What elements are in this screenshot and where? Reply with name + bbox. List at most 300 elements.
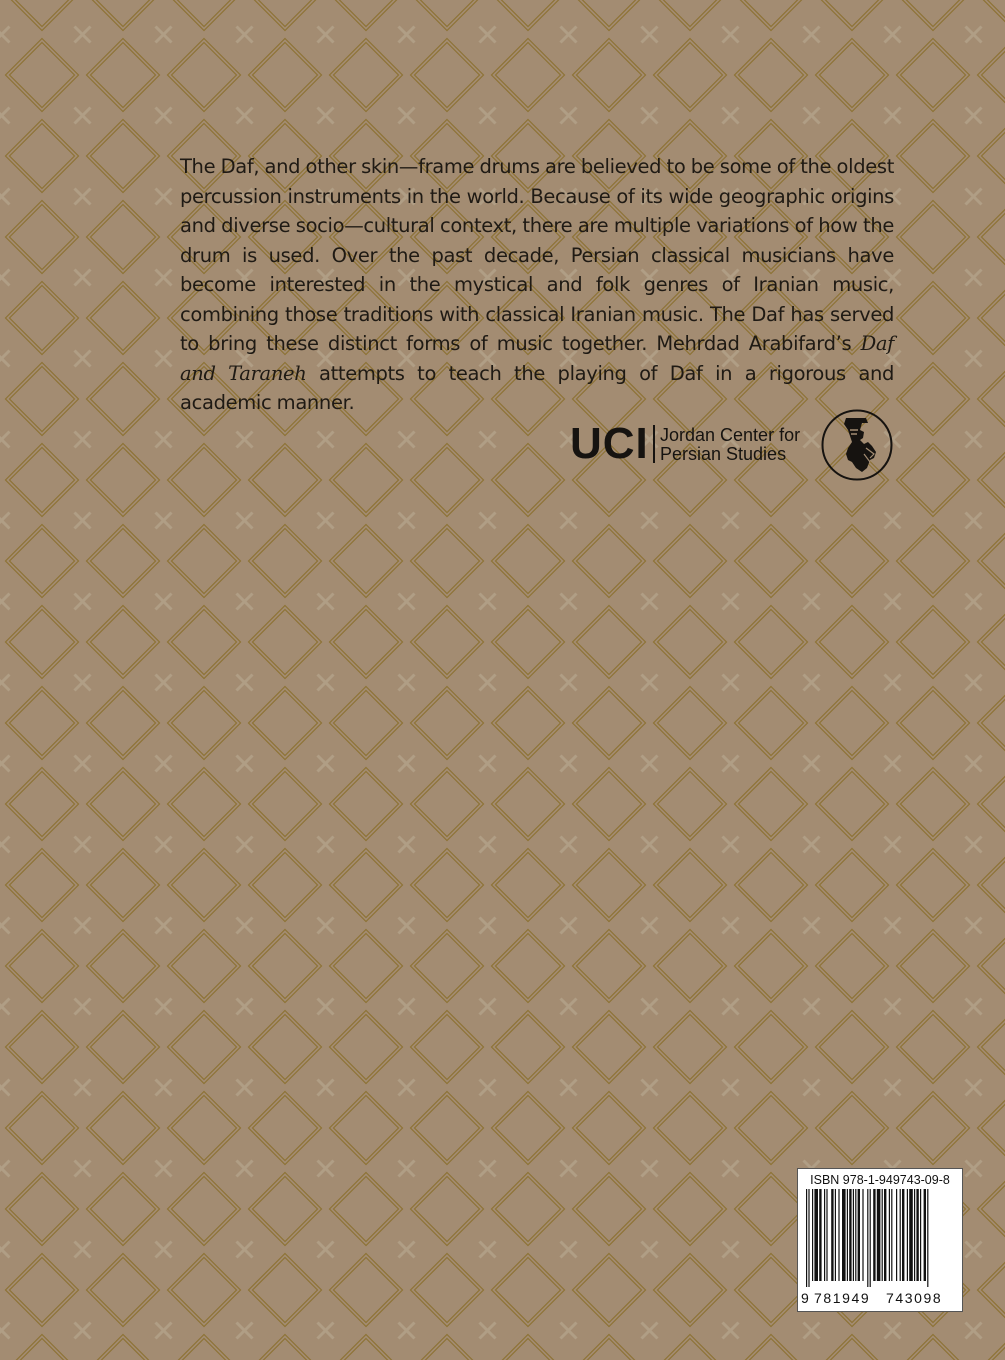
lattice-diamond	[415, 43, 480, 108]
lattice-diamond	[982, 1339, 1005, 1360]
lattice-diamond	[492, 1173, 565, 1246]
lattice-cross	[642, 108, 658, 124]
lattice-diamond	[496, 691, 561, 756]
lattice-cross	[885, 999, 901, 1015]
lattice-cross	[561, 1080, 577, 1096]
lattice-diamond	[573, 1092, 646, 1165]
lattice-cross	[885, 594, 901, 610]
lattice-cross	[480, 1323, 496, 1339]
lattice-cross	[156, 1080, 172, 1096]
lattice-diamond	[10, 286, 75, 351]
lattice-cross	[480, 756, 496, 772]
lattice-diamond	[10, 853, 75, 918]
lattice-diamond	[820, 1015, 885, 1080]
lattice-diamond	[492, 1254, 565, 1327]
lattice-diamond	[411, 849, 484, 922]
lattice-diamond	[330, 687, 403, 760]
lattice-diamond	[91, 0, 156, 27]
barcode-bar	[862, 1189, 863, 1281]
lattice-diamond	[735, 39, 808, 112]
lattice-diamond	[820, 934, 885, 999]
lattice-diamond	[735, 849, 808, 922]
lattice-diamond	[172, 1096, 237, 1161]
lattice-diamond	[654, 1011, 727, 1084]
lattice-diamond	[982, 286, 1005, 351]
lattice-cross	[0, 432, 10, 448]
lattice-cross	[156, 432, 172, 448]
lattice-diamond	[982, 448, 1005, 513]
lattice-cross	[642, 594, 658, 610]
lattice-cross	[318, 513, 334, 529]
lattice-diamond	[573, 687, 646, 760]
lattice-diamond	[901, 0, 966, 27]
lattice-cross	[75, 594, 91, 610]
lattice-cross	[237, 1242, 253, 1258]
lattice-cross	[75, 1242, 91, 1258]
lattice-diamond	[91, 1177, 156, 1242]
lattice-cross	[966, 513, 982, 529]
lattice-cross	[0, 594, 10, 610]
barcode-bar	[835, 1189, 836, 1281]
barcode-bar	[924, 1189, 926, 1281]
lattice-cross	[0, 351, 10, 367]
lattice-diamond	[901, 367, 966, 432]
lattice-diamond	[496, 1096, 561, 1161]
lattice-cross	[723, 1161, 739, 1177]
lattice-cross	[966, 675, 982, 691]
lattice-diamond	[87, 1254, 160, 1327]
lattice-diamond	[10, 934, 75, 999]
lattice-diamond	[415, 1096, 480, 1161]
lattice-diamond	[411, 606, 484, 679]
lattice-diamond	[739, 529, 804, 594]
lattice-diamond	[87, 525, 160, 598]
barcode-bars	[802, 1189, 958, 1287]
lattice-diamond	[496, 0, 561, 27]
barcode-bar	[838, 1189, 839, 1281]
lattice-diamond	[654, 849, 727, 922]
barcode-bar	[824, 1189, 825, 1281]
lattice-cross	[966, 1323, 982, 1339]
lattice-cross	[561, 1242, 577, 1258]
lattice-cross	[75, 513, 91, 529]
lattice-diamond	[654, 687, 727, 760]
lattice-diamond	[897, 849, 970, 922]
barcode-bar	[882, 1189, 883, 1281]
lattice-diamond	[91, 124, 156, 189]
lattice-diamond	[739, 43, 804, 108]
lattice-diamond	[10, 691, 75, 756]
lattice-cross	[75, 999, 91, 1015]
lattice-cross	[561, 594, 577, 610]
barcode-bar	[808, 1189, 809, 1287]
lattice-diamond	[577, 1096, 642, 1161]
lattice-diamond	[168, 525, 241, 598]
lattice-diamond	[820, 43, 885, 108]
lattice-diamond	[982, 1258, 1005, 1323]
lattice-diamond	[253, 43, 318, 108]
lattice-diamond	[334, 1015, 399, 1080]
lattice-diamond	[253, 0, 318, 27]
lattice-diamond	[411, 930, 484, 1003]
lattice-diamond	[10, 772, 75, 837]
lattice-diamond	[330, 768, 403, 841]
lattice-diamond	[820, 1096, 885, 1161]
lattice-cross	[561, 999, 577, 1015]
lattice-cross	[723, 756, 739, 772]
barcode-bar	[826, 1189, 827, 1281]
lattice-cross	[156, 675, 172, 691]
lattice-diamond	[172, 1015, 237, 1080]
lattice-cross	[318, 918, 334, 934]
lattice-diamond	[91, 934, 156, 999]
lattice-diamond	[6, 39, 79, 112]
lattice-diamond	[658, 853, 723, 918]
lattice-diamond	[415, 772, 480, 837]
lattice-diamond	[168, 444, 241, 517]
barcode-bar	[891, 1189, 892, 1281]
lattice-diamond	[249, 1254, 322, 1327]
lattice-diamond	[658, 772, 723, 837]
lattice-diamond	[739, 610, 804, 675]
lattice-diamond	[249, 525, 322, 598]
lattice-diamond	[334, 610, 399, 675]
lattice-diamond	[253, 1015, 318, 1080]
lattice-diamond	[577, 43, 642, 108]
lattice-cross	[0, 999, 10, 1015]
lattice-diamond	[982, 367, 1005, 432]
lattice-cross	[156, 351, 172, 367]
lattice-cross	[75, 675, 91, 691]
lattice-diamond	[492, 444, 565, 517]
barcode-bar	[858, 1189, 860, 1281]
lattice-diamond	[168, 39, 241, 112]
lattice-diamond	[658, 691, 723, 756]
lattice-diamond	[658, 610, 723, 675]
barcode-bar	[812, 1189, 813, 1281]
lattice-cross	[804, 513, 820, 529]
lattice-cross	[480, 675, 496, 691]
center-name-line1: Jordan Center for	[660, 425, 801, 445]
lattice-diamond	[249, 444, 322, 517]
lattice-diamond	[334, 448, 399, 513]
lattice-cross	[75, 189, 91, 205]
isbn-label: ISBN 978-1-949743-09-8	[810, 1173, 950, 1187]
lattice-cross	[156, 27, 172, 43]
lattice-cross	[885, 513, 901, 529]
lattice-diamond	[10, 205, 75, 270]
lattice-diamond	[168, 849, 241, 922]
lattice-cross	[0, 108, 10, 124]
barcode-bar	[909, 1189, 913, 1281]
lattice-cross	[399, 513, 415, 529]
lattice-diamond	[330, 930, 403, 1003]
lattice-diamond	[982, 124, 1005, 189]
lattice-diamond	[91, 43, 156, 108]
lattice-diamond	[654, 1092, 727, 1165]
lattice-cross	[0, 756, 10, 772]
lattice-diamond	[496, 1015, 561, 1080]
lattice-cross	[399, 108, 415, 124]
lattice-cross	[75, 918, 91, 934]
lattice-diamond	[658, 934, 723, 999]
lattice-diamond	[573, 525, 646, 598]
lattice-diamond	[334, 529, 399, 594]
lattice-cross	[966, 27, 982, 43]
lattice-diamond	[496, 1177, 561, 1242]
lattice-diamond	[172, 610, 237, 675]
lattice-cross	[75, 837, 91, 853]
lattice-cross	[0, 27, 10, 43]
lattice-cross	[480, 837, 496, 853]
lattice-diamond	[739, 934, 804, 999]
lattice-diamond	[658, 529, 723, 594]
lattice-diamond	[168, 606, 241, 679]
lattice-diamond	[816, 39, 889, 112]
lattice-diamond	[87, 444, 160, 517]
lattice-cross	[561, 1161, 577, 1177]
lattice-diamond	[330, 39, 403, 112]
lattice-diamond	[249, 606, 322, 679]
lattice-cross	[156, 1161, 172, 1177]
lattice-diamond	[897, 525, 970, 598]
lattice-cross	[723, 675, 739, 691]
lattice-cross	[804, 594, 820, 610]
lattice-diamond	[816, 606, 889, 679]
barcode-bar	[900, 1189, 901, 1281]
lattice-diamond	[739, 691, 804, 756]
barcode-bar	[877, 1189, 881, 1281]
lattice-diamond	[87, 120, 160, 193]
logo-divider	[653, 425, 655, 463]
barcode-bar	[819, 1189, 821, 1281]
lattice-diamond	[91, 205, 156, 270]
center-name	[660, 426, 800, 464]
lattice-cross	[642, 756, 658, 772]
lattice-cross	[318, 837, 334, 853]
lattice-cross	[885, 837, 901, 853]
lattice-cross	[399, 918, 415, 934]
lattice-diamond	[492, 606, 565, 679]
lattice-cross	[885, 675, 901, 691]
lattice-diamond	[415, 448, 480, 513]
lattice-cross	[156, 918, 172, 934]
lattice-diamond	[654, 1254, 727, 1327]
lattice-cross	[237, 594, 253, 610]
lattice-cross	[561, 1323, 577, 1339]
lattice-diamond	[172, 448, 237, 513]
barcode-bar	[920, 1189, 921, 1281]
barcode-bar	[916, 1189, 918, 1281]
lattice-cross	[318, 432, 334, 448]
lattice-diamond	[91, 610, 156, 675]
lattice-cross	[0, 270, 10, 286]
lattice-cross	[561, 675, 577, 691]
lattice-diamond	[982, 0, 1005, 27]
lattice-cross	[399, 594, 415, 610]
lattice-diamond	[10, 529, 75, 594]
lattice-cross	[804, 108, 820, 124]
lattice-diamond	[415, 1258, 480, 1323]
lattice-diamond	[415, 0, 480, 27]
lattice-cross	[75, 351, 91, 367]
lattice-diamond	[654, 930, 727, 1003]
lattice-diamond	[492, 1092, 565, 1165]
barcode-digits-right: 743098	[886, 1290, 943, 1306]
lattice-diamond	[411, 768, 484, 841]
lattice-diamond	[6, 687, 79, 760]
lattice-diamond	[249, 930, 322, 1003]
lattice-diamond	[982, 1177, 1005, 1242]
lattice-diamond	[982, 610, 1005, 675]
lattice-diamond	[91, 286, 156, 351]
lattice-cross	[966, 108, 982, 124]
lattice-diamond	[415, 1015, 480, 1080]
lattice-cross	[318, 594, 334, 610]
lattice-diamond	[654, 525, 727, 598]
lattice-diamond	[10, 124, 75, 189]
lattice-cross	[561, 918, 577, 934]
lattice-cross	[642, 1080, 658, 1096]
lattice-diamond	[87, 930, 160, 1003]
lattice-diamond	[897, 687, 970, 760]
lattice-cross	[318, 1242, 334, 1258]
lattice-cross	[885, 756, 901, 772]
lattice-cross	[75, 1080, 91, 1096]
lattice-cross	[642, 1323, 658, 1339]
lattice-cross	[0, 1242, 10, 1258]
lattice-cross	[885, 1080, 901, 1096]
lattice-diamond	[816, 525, 889, 598]
lattice-cross	[237, 918, 253, 934]
lattice-cross	[885, 27, 901, 43]
lattice-diamond	[168, 930, 241, 1003]
lattice-diamond	[654, 606, 727, 679]
lattice-cross	[237, 108, 253, 124]
lattice-diamond	[901, 124, 966, 189]
lattice-diamond	[6, 120, 79, 193]
lattice-diamond	[10, 367, 75, 432]
lattice-cross	[399, 756, 415, 772]
lattice-cross	[723, 594, 739, 610]
lattice-cross	[480, 432, 496, 448]
lattice-diamond	[6, 849, 79, 922]
lattice-diamond	[415, 934, 480, 999]
lattice-diamond	[411, 1173, 484, 1246]
lattice-cross	[0, 1161, 10, 1177]
lattice-diamond	[901, 934, 966, 999]
lattice-diamond	[739, 772, 804, 837]
lattice-diamond	[577, 772, 642, 837]
lattice-cross	[318, 999, 334, 1015]
lattice-diamond	[91, 529, 156, 594]
lattice-cross	[804, 999, 820, 1015]
lattice-cross	[561, 27, 577, 43]
lattice-cross	[966, 432, 982, 448]
lattice-diamond	[172, 772, 237, 837]
lattice-cross	[156, 189, 172, 205]
lattice-diamond	[901, 1015, 966, 1080]
lattice-diamond	[816, 687, 889, 760]
lattice-cross	[480, 594, 496, 610]
lattice-cross	[561, 837, 577, 853]
lattice-cross	[0, 675, 10, 691]
lattice-cross	[561, 108, 577, 124]
lattice-diamond	[253, 853, 318, 918]
lattice-diamond	[249, 39, 322, 112]
lattice-diamond	[168, 687, 241, 760]
lattice-cross	[804, 837, 820, 853]
lattice-diamond	[172, 0, 237, 27]
lattice-diamond	[897, 930, 970, 1003]
lattice-diamond	[253, 529, 318, 594]
barcode-bar	[842, 1189, 846, 1281]
lattice-diamond	[91, 772, 156, 837]
lattice-diamond	[253, 610, 318, 675]
lattice-diamond	[10, 0, 75, 27]
blurb-book-title: Daf and Taraneh	[180, 332, 894, 385]
lattice-cross	[75, 1323, 91, 1339]
barcode-bar	[814, 1189, 818, 1281]
lattice-cross	[237, 1080, 253, 1096]
lattice-cross	[156, 594, 172, 610]
lattice-diamond	[735, 930, 808, 1003]
lattice-diamond	[253, 448, 318, 513]
lattice-diamond	[897, 768, 970, 841]
lattice-cross	[966, 837, 982, 853]
lattice-diamond	[897, 282, 970, 355]
lattice-cross	[75, 432, 91, 448]
lattice-cross	[804, 1323, 820, 1339]
lattice-cross	[480, 108, 496, 124]
lattice-diamond	[87, 1011, 160, 1084]
lattice-cross	[723, 513, 739, 529]
lattice-diamond	[253, 772, 318, 837]
lattice-cross	[966, 189, 982, 205]
lattice-diamond	[87, 849, 160, 922]
lattice-diamond	[172, 1258, 237, 1323]
lattice-diamond	[411, 39, 484, 112]
lattice-diamond	[91, 1096, 156, 1161]
lattice-diamond	[658, 1258, 723, 1323]
lattice-diamond	[577, 1177, 642, 1242]
lattice-diamond	[10, 1177, 75, 1242]
lattice-cross	[237, 432, 253, 448]
lattice-diamond	[897, 606, 970, 679]
lattice-cross	[642, 675, 658, 691]
lattice-diamond	[6, 201, 79, 274]
lattice-diamond	[172, 853, 237, 918]
lattice-diamond	[492, 39, 565, 112]
center-name-line2: Persian Studies	[660, 444, 787, 464]
lattice-diamond	[496, 853, 561, 918]
lattice-cross	[804, 675, 820, 691]
lattice-diamond	[10, 43, 75, 108]
lattice-diamond	[820, 529, 885, 594]
lattice-diamond	[897, 444, 970, 517]
lattice-cross	[237, 999, 253, 1015]
lattice-diamond	[658, 1096, 723, 1161]
barcode-bar	[907, 1189, 908, 1281]
lattice-cross	[0, 513, 10, 529]
lattice-diamond	[654, 768, 727, 841]
lattice-cross	[723, 1242, 739, 1258]
lattice-diamond	[330, 444, 403, 517]
lattice-diamond	[901, 772, 966, 837]
lattice-cross	[399, 837, 415, 853]
lattice-diamond	[658, 0, 723, 27]
lattice-cross	[156, 1323, 172, 1339]
